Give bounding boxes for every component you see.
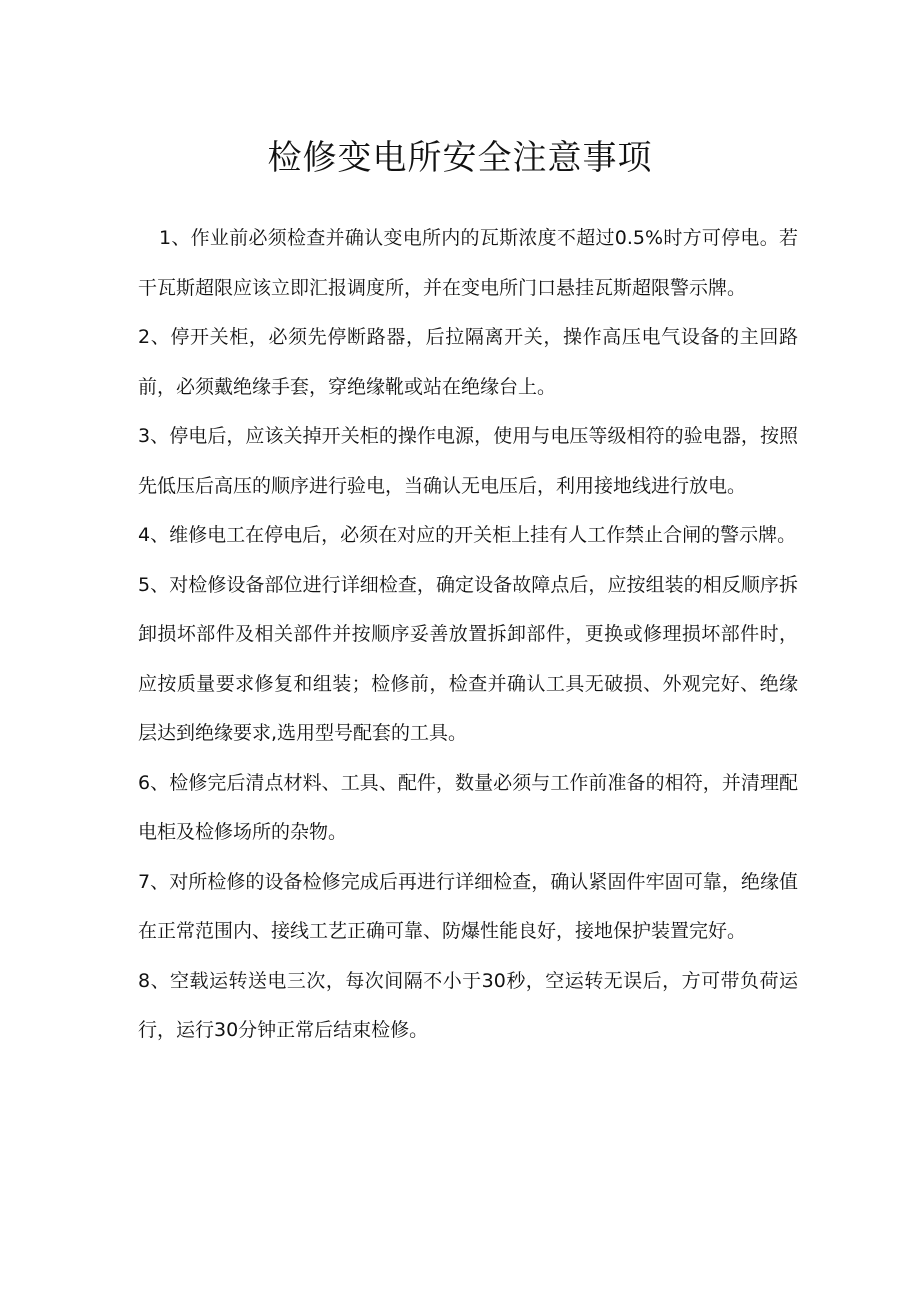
paragraph-item-3: 3、停电后，应该关掉开关柜的操作电源，使用与电压等级相符的验电器，按照先低压后高压的顺序进行验电，当确认无电压后，利用接地线进行放电。: [138, 425, 798, 497]
paragraph-item-4: 4、维修电工在停电后，必须在对应的开关柜上挂有人工作禁止合闸的警示牌。: [138, 524, 797, 546]
paragraph-item-5: 5、对检修设备部位进行详细检查，确定设备故障点后，应按组装的相反顺序拆卸损坏部件及相关部件并按顺序妥善放置拆卸部件，更换或修理损坏部件时，应按质量要求修复和组装；检修前，检查并确认工具无破损、外观完好、绝缘层达到绝缘要求,选用型号配套的工具。: [138, 573, 798, 744]
paragraph-item-6: 6、检修完后清点材料、工具、配件，数量必须与工作前准备的相符，并清理配电柜及检修场所的杂物。: [138, 771, 798, 843]
paragraph-item-1: 1、作业前必须检查并确认变电所内的瓦斯浓度不超过0.5%时方可停电。若干瓦斯超限应该立即汇报调度所，并在变电所门口悬挂瓦斯超限警示牌。: [138, 227, 798, 299]
document-title: 检修变电所安全注意事项: [267, 138, 653, 178]
paragraph-item-8: 8、空载运转送电三次，每次间隔不小于30秒，空运转无误后，方可带负荷运行，运行30分钟正常后结束检修。: [138, 969, 798, 1041]
document-body: [138, 214, 798, 1056]
paragraph-item-7: 7、对所检修的设备检修完成后再进行详细检查，确认紧固件牢固可靠，绝缘值在正常范围内、接线工艺正确可靠、防爆性能良好，接地保护装置完好。: [138, 870, 798, 942]
paragraph-item-2: 2、停开关柜，必须先停断路器，后拉隔离开关，操作高压电气设备的主回路前，必须戴绝缘手套，穿绝缘靴或站在绝缘台上。: [138, 326, 798, 398]
